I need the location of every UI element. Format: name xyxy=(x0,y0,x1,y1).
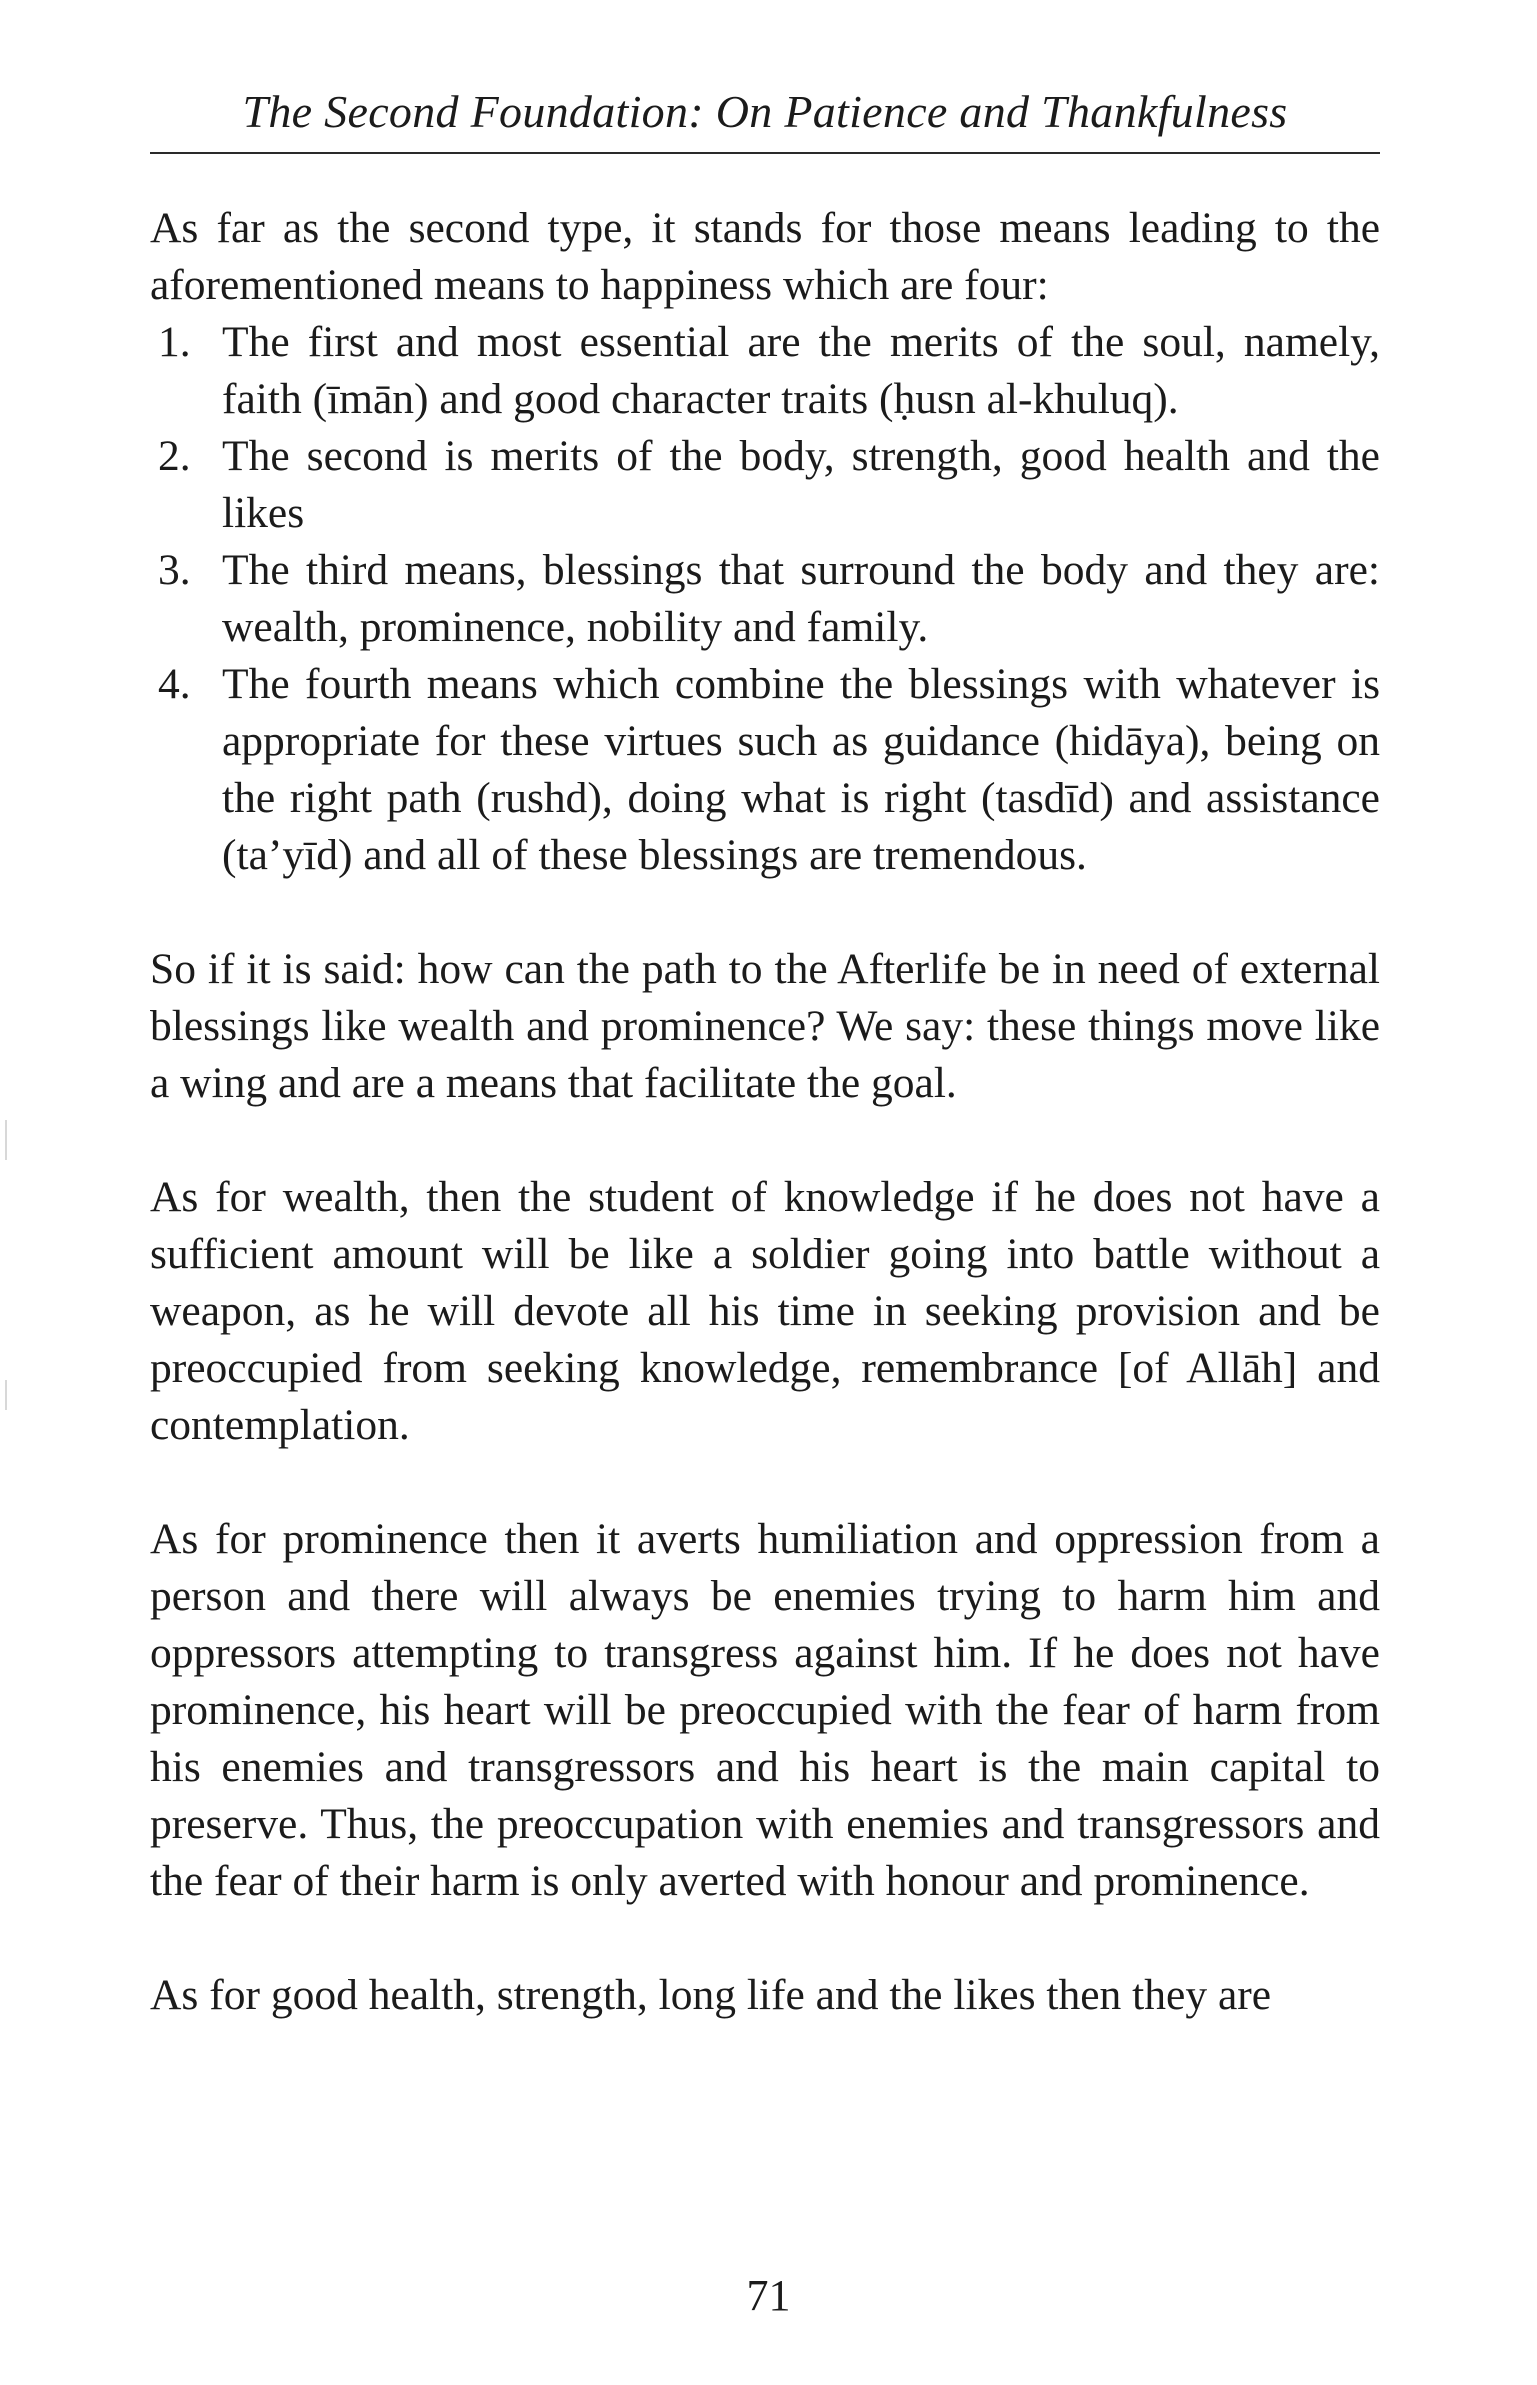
list-item xyxy=(150,656,1380,884)
paragraph-health: As for good health, strength, long life and the likes then they are xyxy=(150,1971,1272,2019)
list-item-text: The first and most essential are the merits of the soul, namely, faith (īmān) and good character traits (ḥusn al-khuluq). xyxy=(222,318,1380,423)
list-item xyxy=(150,428,1380,542)
list-item-text: The second is merits of the body, strength, good health and the likes xyxy=(222,432,1380,537)
paragraph-prominence: As for prominence then it averts humiliation and oppression from a person and there will always be enemies trying to harm him and oppressors attempting to transgress against him. If he does not have prominence, his heart will be preoccupied with the fear of harm from his enemies and transgressors and his heart is the main capital to preserve. Thus, the preoccupation with enemies and transgressors and the fear of their harm is only averted with honour and prominence. xyxy=(150,1515,1380,1905)
intro-paragraph: As far as the second type, it stands for those means leading to the aforementioned means to happiness which are four: xyxy=(150,204,1380,309)
body-text xyxy=(150,200,1380,2024)
paragraph-wealth: As for wealth, then the student of knowledge if he does not have a sufficient amount will be like a soldier going into battle without a weapon, as he will devote all his time in seeking provision and be preoccupied from seeking knowledge, remembrance [of Allāh] and contemplation. xyxy=(150,1173,1380,1449)
header-rule xyxy=(150,152,1380,154)
list-number: 1. xyxy=(158,318,191,366)
list-number: 4. xyxy=(158,660,191,708)
list-item xyxy=(150,542,1380,656)
list-number: 2. xyxy=(158,432,191,480)
scan-edge-mark xyxy=(5,1380,7,1410)
page-number: 71 xyxy=(746,2271,791,2320)
means-list xyxy=(150,314,1380,884)
scan-edge-mark xyxy=(5,1120,7,1160)
list-item-text: The third means, blessings that surround the body and they are: wealth, prominence, nobility and family. xyxy=(222,546,1380,651)
list-item-text: The fourth means which combine the blessings with whatever is appropriate for these virtues such as guidance (hidāya), being on the right path (rushd), doing what is right (tasdīd) and assistance (ta’yīd) and all of these blessings are tremendous. xyxy=(222,660,1380,879)
list-item xyxy=(150,314,1380,428)
running-header: The Second Foundation: On Patience and Thankfulness xyxy=(242,86,1288,137)
list-number: 3. xyxy=(158,546,191,594)
paragraph-afterlife: So if it is said: how can the path to the Afterlife be in need of external blessings like wealth and prominence? We say: these things move like a wing and are a means that facilitate the goal. xyxy=(150,945,1380,1107)
